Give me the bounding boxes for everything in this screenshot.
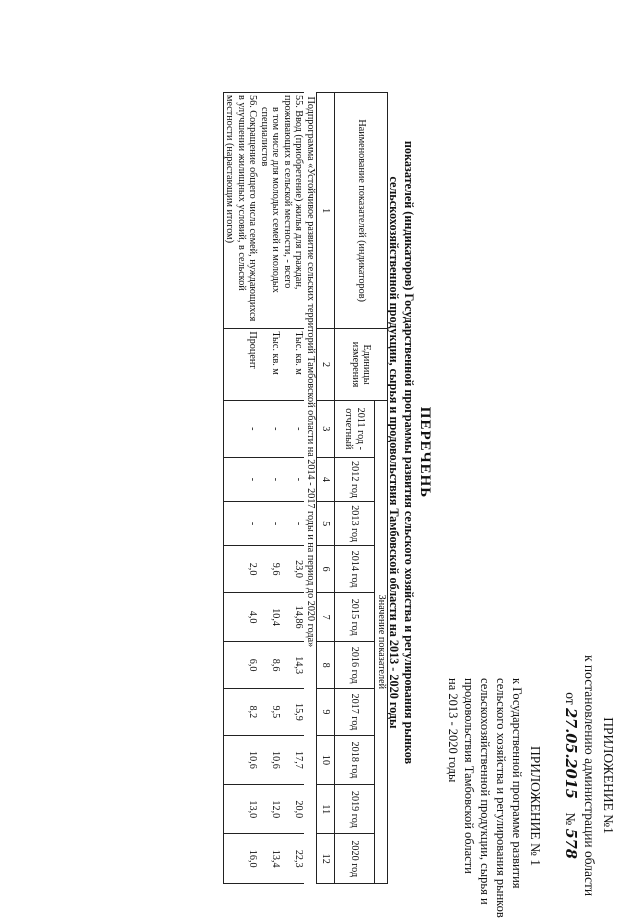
row-value: - (224, 502, 259, 546)
row-value: 10,6 (224, 735, 259, 784)
row-unit: Тыс. кв. м (259, 329, 282, 400)
colnum: 4 (317, 457, 335, 501)
header-year: 2019 год (335, 785, 375, 834)
table-row (224, 93, 259, 884)
appendix2-title: ПРИЛОЖЕНИЕ № 1 (528, 746, 543, 867)
document-title (386, 0, 433, 905)
appendix-line1: к постановлению администрации области (582, 655, 597, 897)
appendix2-line: к Государственной программе развития (510, 678, 524, 889)
row-value: 9,6 (259, 546, 282, 593)
colnum: 9 (317, 689, 335, 736)
header-year: 2017 год (335, 689, 375, 736)
row-value: 14,3 (282, 642, 305, 689)
header-year: 2018 год (335, 735, 375, 784)
header-year: 2013 год (335, 502, 375, 546)
row-value: 10,4 (259, 592, 282, 641)
indicators-table (223, 92, 388, 884)
row-value: - (282, 400, 305, 457)
colnum: 3 (317, 400, 335, 457)
row-name-cell (224, 93, 259, 329)
row-value: 20,0 (282, 785, 305, 834)
row-value: 2,0 (224, 546, 259, 593)
row-name: Ввод (приобретение) жилья для граждан, проживающих в сельской местности, - всего (282, 95, 305, 290)
row-value: 15,9 (282, 689, 305, 736)
row-unit: Процент (224, 329, 259, 400)
appendix2-line: сельского хозяйства и регулирования рынков (494, 678, 508, 918)
row-number: 55. (293, 95, 305, 108)
title-line3: сельскохозяйственной продукции, сырья и продовольствия Тамбовской области на 2013 - 2020 годы (387, 176, 401, 729)
header-year: 2016 год (335, 642, 375, 689)
header-name: Наименование показателей (индикаторов) (335, 93, 388, 329)
row-value: - (259, 457, 282, 501)
appendix-block (561, 655, 618, 896)
appendix2-line: сельскохозяйственной продукции, сырья и (478, 678, 492, 905)
appendix-date-line: от 27.05.2015 № 578 (562, 692, 579, 859)
row-name: в том числе для молодых семей и молодых специалистов (259, 107, 282, 293)
colnum: 7 (317, 592, 335, 641)
row-value: - (224, 400, 259, 457)
row-value: 17,7 (282, 735, 305, 784)
header-year: 2011 год - отчетный (335, 400, 375, 457)
title-main: ПЕРЕЧЕНЬ (417, 406, 433, 499)
colnum: 8 (317, 642, 335, 689)
row-value: 16,0 (224, 834, 259, 884)
header-unit: Единицы измерения (335, 329, 388, 400)
subprogram-heading: Подпрограмма «Устойчивое развитие сельских территорий Тамбовской области на 2014 - 2017 годы и на период до 2020 года» (305, 96, 316, 648)
row-value: - (224, 457, 259, 501)
appendix2-line: на 2013 - 2020 годы (446, 678, 460, 783)
row-unit: Тыс. кв. м (282, 329, 305, 400)
appendix-title: ПРИЛОЖЕНИЕ №1 (601, 717, 616, 834)
table-row (282, 93, 305, 884)
row-name-cell (259, 93, 282, 329)
row-value: - (259, 400, 282, 457)
header-year: 2020 год (335, 834, 375, 884)
colnum: 1 (317, 93, 335, 329)
handwritten-date: 27.05.2015 (562, 708, 579, 799)
colnum: 11 (317, 785, 335, 834)
colnum: 2 (317, 329, 335, 400)
header-year: 2014 год (335, 546, 375, 593)
row-value: - (282, 457, 305, 501)
row-value: 4,0 (224, 592, 259, 641)
title-line2: показателей (индикаторов) Государственной программы развития сельского хозяйства и регулирования рынков (402, 140, 416, 765)
row-value: - (282, 502, 305, 546)
colnum: 12 (317, 834, 335, 884)
handwritten-number: 578 (562, 828, 579, 859)
row-name: Сокращение общего числа семей, нуждающихся в улучшении жилищных условий, в сельской местности (нарастающим итогом) (224, 95, 259, 322)
row-value: 9,5 (259, 689, 282, 736)
row-value: 8,6 (259, 642, 282, 689)
colnum: 10 (317, 735, 335, 784)
row-value: 13,0 (224, 785, 259, 834)
row-value: 10,6 (259, 735, 282, 784)
header-values-group: Значение показателей (375, 400, 388, 883)
row-value: 13,4 (259, 834, 282, 884)
colnum: 5 (317, 502, 335, 546)
header-year: 2015 год (335, 592, 375, 641)
row-name-cell (282, 93, 305, 329)
row-value: 12,0 (259, 785, 282, 834)
row-value: 23,0 (282, 546, 305, 593)
row-value: 6,0 (224, 642, 259, 689)
colnum: 6 (317, 546, 335, 593)
row-value: 22,3 (282, 834, 305, 884)
row-number: 56. (247, 95, 259, 108)
row-value: 14,86 (282, 592, 305, 641)
table-row (259, 93, 282, 884)
row-value: 8,2 (224, 689, 259, 736)
header-year: 2012 год (335, 457, 375, 501)
appendix2-line: продовольствия Тамбовской области (462, 678, 476, 874)
appendix2-block (445, 678, 545, 918)
row-value: - (259, 502, 282, 546)
